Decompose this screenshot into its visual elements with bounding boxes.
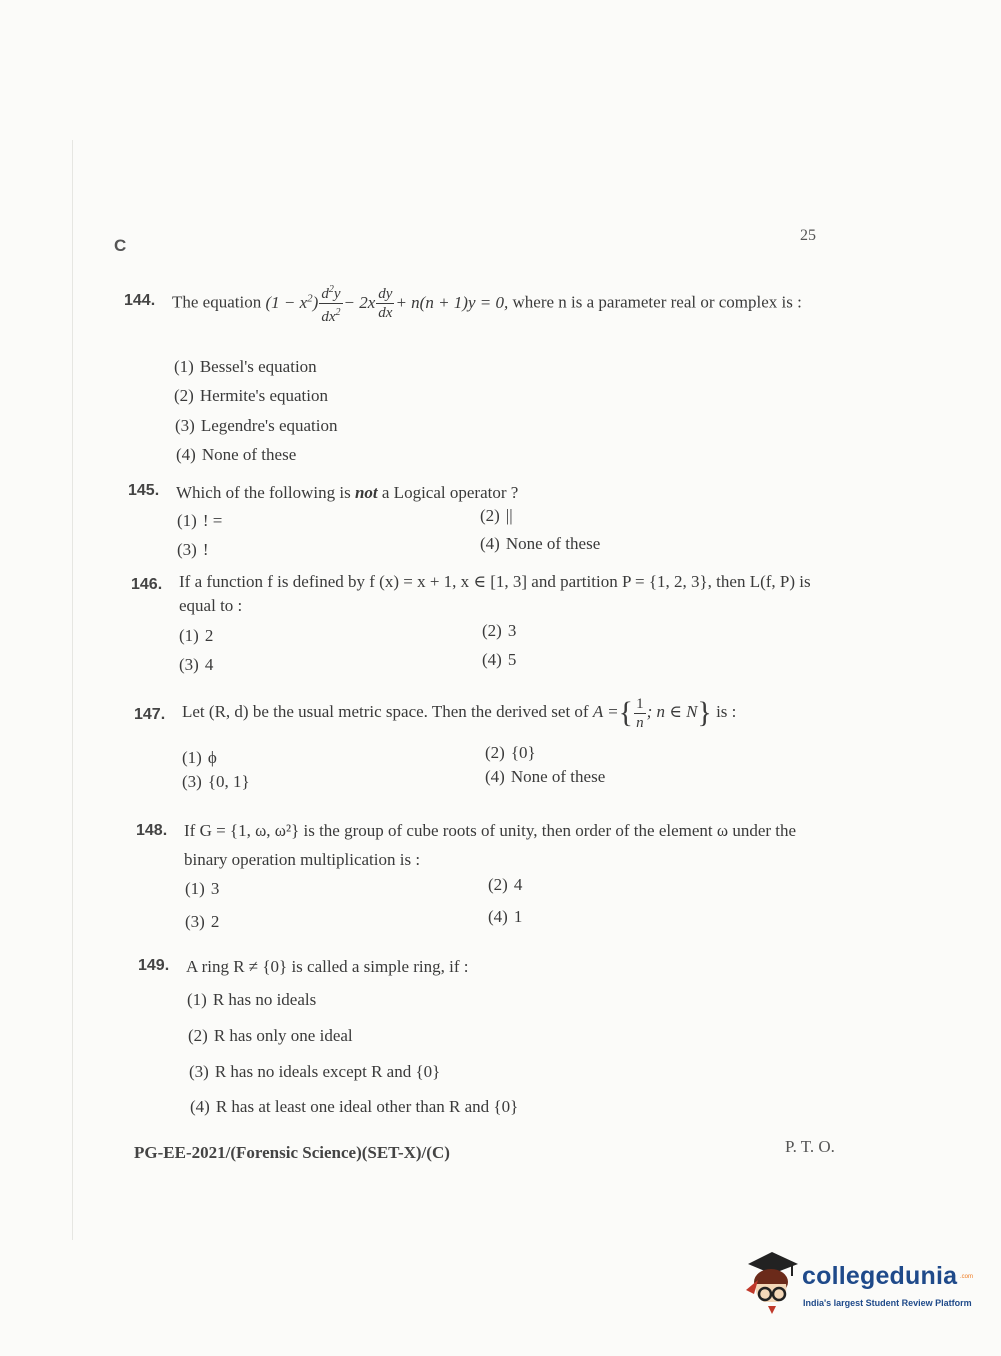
option-4[interactable]: (4) None of these: [480, 534, 601, 553]
option-4[interactable]: (4) 5: [482, 650, 517, 669]
option-4[interactable]: (4) None of these: [485, 767, 606, 786]
option-2[interactable]: (2) 4: [488, 875, 523, 894]
page-turn-note: P. T. O.: [785, 1137, 835, 1156]
logo-wordmark: collegedunia: [802, 1262, 958, 1290]
option-4[interactable]: (4) 1: [488, 907, 523, 926]
fraction-d2y-dx2: $\frac{d^2y}{dx^2}$: [319, 281, 342, 326]
logo-domain: .com: [960, 1274, 974, 1280]
question-number: 149.: [138, 957, 170, 974]
option-2[interactable]: (2) ||: [480, 506, 513, 525]
student-mascot-icon: [744, 1250, 800, 1316]
question-stem: If G = {1, ω, ω²} is the group of cube roots of unity, then order of the element ω under the binary operation multiplication is :: [184, 821, 797, 869]
equation: $(1 - x^2)$ $\frac{d^2y}{dx^2}$ − 2x $\frac{dy}{dx}$ + n(n + 1)y = 0,: [265, 293, 512, 312]
option-3[interactable]: (3) {0, 1}: [182, 772, 250, 791]
option-1[interactable]: (1) ! =: [177, 511, 223, 530]
option-3[interactable]: (3) 4: [179, 655, 214, 674]
question-stem: If a function f is defined by f (x) = x + 1, x ∈ [1, 3] and partition P = {1, 2, 3}, then L(f, P) is equal to :: [179, 572, 811, 615]
set-code: C: [114, 236, 127, 255]
option-3[interactable]: (3) !: [177, 540, 209, 559]
question-number: 145.: [128, 482, 160, 499]
option-1[interactable]: (1) R has no ideals: [187, 990, 317, 1009]
question-stem: Let (R, d) be the usual metric space. Then the derived set of A ={ $\frac{1}{n}$ ; n ∈ N} is :: [182, 695, 737, 731]
option-1[interactable]: (1) Bessel's equation: [174, 357, 317, 376]
option-4[interactable]: (4) R has at least one ideal other than R and {0}: [190, 1097, 519, 1116]
page-number: 25: [800, 227, 816, 244]
question-stem: The equation $(1 - x^2)$ $\frac{d^2y}{dx^2}$ − 2x $\frac{dy}{dx}$ + n(n + 1)y = 0, where n is a parameter real or complex is :: [172, 278, 822, 326]
question-stem: Which of the following is not a Logical operator ?: [176, 483, 519, 502]
option-2[interactable]: (2) 3: [482, 621, 517, 640]
option-3[interactable]: (3) Legendre's equation: [175, 416, 338, 435]
option-2[interactable]: (2) R has only one ideal: [188, 1026, 353, 1045]
exam-code: PG-EE-2021/(Forensic Science)(SET-X)/(C): [134, 1143, 450, 1162]
logo-tagline: India's largest Student Review Platform: [803, 1298, 972, 1308]
question-number: 144.: [124, 292, 156, 309]
option-3[interactable]: (3) R has no ideals except R and {0}: [189, 1062, 441, 1081]
option-1[interactable]: (1) ϕ: [182, 748, 217, 767]
collegedunia-logo[interactable]: [744, 1250, 974, 1316]
question-number: 146.: [131, 576, 163, 593]
fraction-1-over-n: $\frac{1}{n}$: [636, 695, 644, 731]
option-1[interactable]: (1) 3: [185, 879, 220, 898]
option-2[interactable]: (2) Hermite's equation: [174, 386, 328, 405]
option-2[interactable]: (2) {0}: [485, 743, 536, 762]
question-number: 147.: [134, 706, 166, 723]
fraction-dy-dx: $\frac{dy}{dx}$: [378, 286, 393, 322]
option-4[interactable]: (4) None of these: [176, 445, 297, 464]
page-margin-line: [72, 140, 73, 1240]
option-3[interactable]: (3) 2: [185, 912, 220, 931]
question-number: 148.: [136, 822, 168, 839]
option-1[interactable]: (1) 2: [179, 626, 214, 645]
question-stem: A ring R ≠ {0} is called a simple ring, if :: [186, 957, 469, 976]
